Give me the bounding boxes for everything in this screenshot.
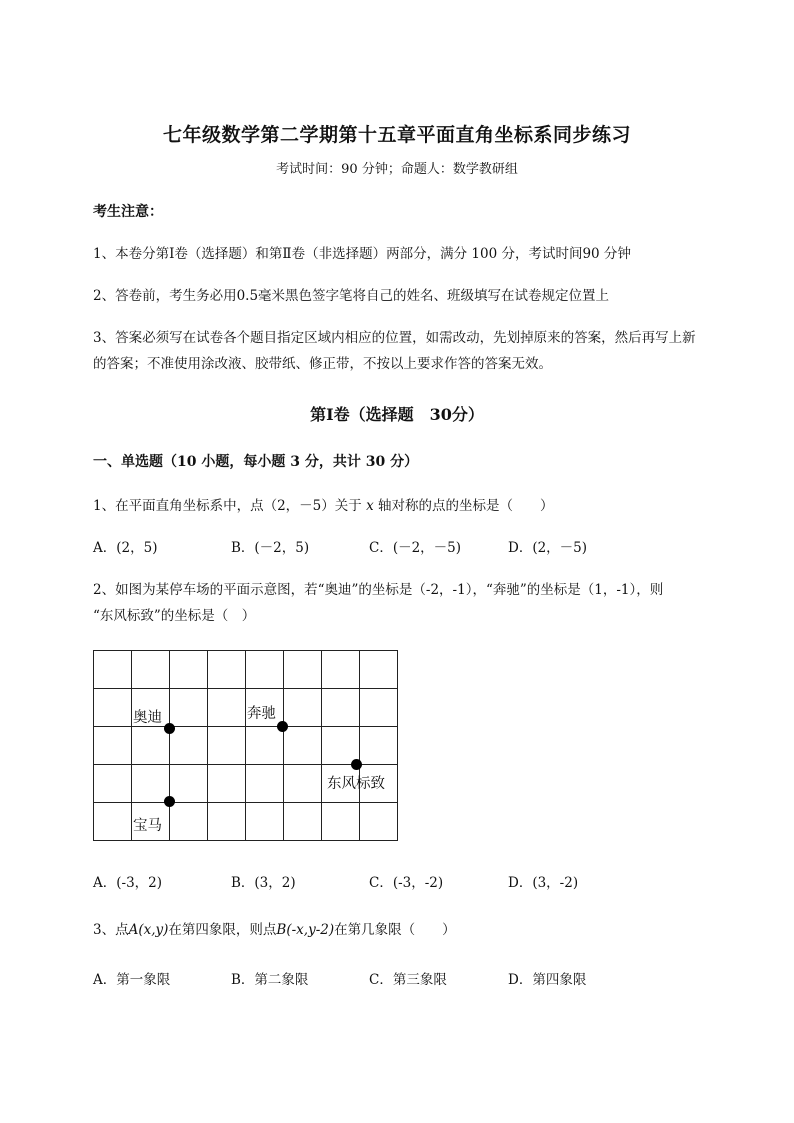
dongfeng-peugeot-point [351, 759, 362, 770]
grid-cell [93, 764, 132, 803]
grid-cell [359, 688, 398, 727]
grid-cell [169, 650, 208, 689]
notice-item-3: 3、答案必须写在试卷各个题目指定区域内相应的位置，如需改动，先划掉原来的答案，然后再写上新 [93, 330, 696, 346]
grid-cell [93, 650, 132, 689]
question-2-option-a: A．(-3，2) [93, 875, 163, 891]
grid-cell [245, 650, 284, 689]
notice-heading: 考生注意： [93, 204, 163, 220]
grid-cell [283, 688, 322, 727]
question-2-option-c: C．(-3，-2) [369, 875, 444, 891]
question-2-stem-line-2: “东风标致”的坐标是（ ） [93, 608, 256, 624]
question-2-stem-line-1: 2、如图为某停车场的平面示意图，若“奥迪”的坐标是（-2，-1），“奔驰”的坐标是（1，-1），则 [93, 582, 664, 598]
grid-cell [169, 688, 208, 727]
notice-item-1: 1、本卷分第Ⅰ卷（选择题）和第Ⅱ卷（非选择题）两部分，满分 100 分，考试时间90 分钟 [93, 246, 631, 262]
point-a-name: A [128, 922, 139, 938]
question-1-option-a: A．(2，5) [93, 540, 158, 556]
question-1-stem-prefix: 1、在平面直角坐标系中，点（2，－5）关于 [93, 498, 367, 514]
point-a-coordinates: (x,y) [138, 922, 169, 938]
question-1-option-b: B．(－2，5) [231, 540, 310, 556]
benz-label: 奔驰 [247, 706, 276, 722]
grid-cell [93, 802, 132, 841]
bmw-label: 宝马 [133, 818, 162, 834]
grid-cell [93, 688, 132, 727]
grid-cell [93, 726, 132, 765]
question-1-stem [93, 494, 553, 514]
question-1-option-c: C．(－2，－5) [369, 540, 462, 556]
grid-cell [283, 764, 322, 803]
audi-label: 奥迪 [133, 710, 162, 726]
point-b-coordinates: (-x,y-2) [286, 922, 335, 938]
document-title: 七年级数学第二学期第十五章平面直角坐标系同步练习 [162, 124, 631, 146]
grid-cell [245, 726, 284, 765]
part-1-title: 第Ⅰ卷（选择题 30分） [310, 405, 484, 424]
grid-cell [359, 802, 398, 841]
grid-cell [207, 650, 246, 689]
grid-cell [283, 726, 322, 765]
section-1-heading: 一、单选题（10 小题，每小题 3 分，共计 30 分） [93, 454, 419, 470]
bmw-point [164, 796, 175, 807]
grid-cell [169, 726, 208, 765]
benz-point [277, 721, 288, 732]
grid-cell [207, 726, 246, 765]
exam-info: 考试时间：90 分钟；命题人：数学教研组 [276, 162, 518, 177]
dongfeng-peugeot-label: 东风标致 [327, 776, 385, 792]
question-3-option-d: D．第四象限 [508, 972, 587, 988]
grid-cell [131, 764, 170, 803]
grid-cell [283, 650, 322, 689]
grid-cell [321, 802, 360, 841]
question-1-stem-suffix: 轴对称的点的坐标是（ ） [373, 498, 554, 514]
notice-item-2: 2、答卷前，考生务必用0.5毫米黑色签字笔将自己的姓名、班级填写在试卷规定位置上 [93, 288, 610, 304]
grid-cell [207, 764, 246, 803]
grid-cell [321, 650, 360, 689]
question-3-option-c: C．第三象限 [369, 972, 447, 988]
grid-cell [359, 650, 398, 689]
grid-cell [359, 726, 398, 765]
grid-cell [207, 802, 246, 841]
grid-cell [131, 650, 170, 689]
grid-cell [169, 802, 208, 841]
question-3-stem-prefix: 3、点 [93, 922, 129, 938]
grid-cell [245, 802, 284, 841]
notice-item-3-continued: 的答案；不准使用涂改液、胶带纸、修正带，不按以上要求作答的答案无效。 [93, 356, 552, 372]
question-3-stem-suffix: 在第几象限（ ） [334, 922, 456, 938]
grid-cell [283, 802, 322, 841]
point-b-name: B [276, 922, 287, 938]
question-3-option-b: B．第二象限 [231, 972, 309, 988]
question-1-option-d: D．(2，－5) [508, 540, 588, 556]
audi-point [164, 723, 175, 734]
question-2-option-d: D．(3，-2) [508, 875, 579, 891]
question-2-option-b: B．(3，2) [231, 875, 296, 891]
grid-cell [245, 764, 284, 803]
grid-cell [169, 764, 208, 803]
grid-cell [207, 688, 246, 727]
question-3-stem-middle: 在第四象限，则点 [168, 922, 277, 938]
question-3-option-a: A．第一象限 [93, 972, 171, 988]
question-1-variable: x [366, 498, 374, 514]
grid-cell [321, 688, 360, 727]
question-3-stem [93, 918, 456, 938]
parking-lot-figure [93, 650, 397, 840]
